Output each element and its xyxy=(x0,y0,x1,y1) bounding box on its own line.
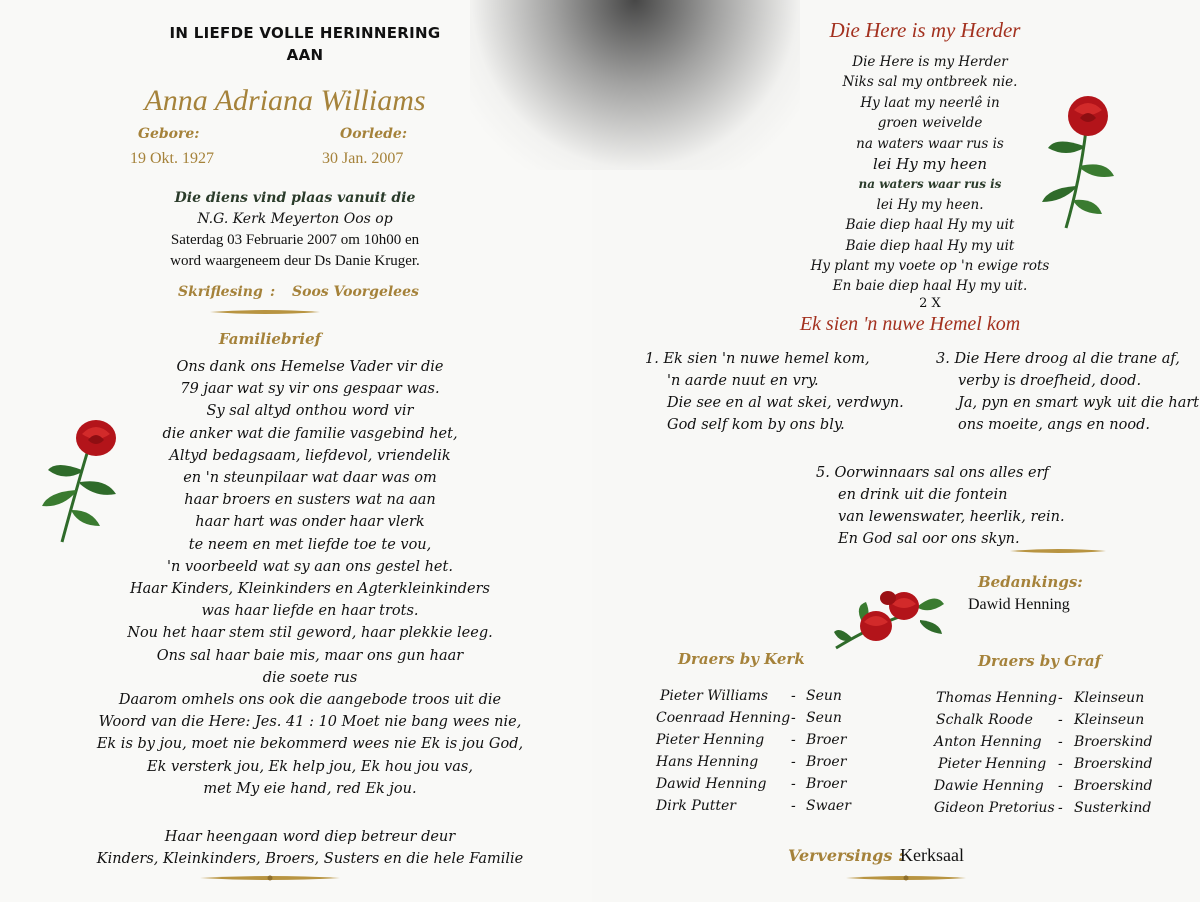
letter-line: haar broers en susters wat na aan xyxy=(184,492,436,509)
bearer-name: Pieter Henning xyxy=(656,732,765,748)
letter-line: Ek versterk jou, Ek help jou, Ek hou jou vas, xyxy=(147,758,473,775)
bearer-name: Dirk Putter xyxy=(656,798,736,814)
bearer-relation: Susterkind xyxy=(1074,800,1152,816)
scripture-label: Skriflesing xyxy=(178,284,263,300)
letter-line: Daarom omhels ons ook die aangebode troos uit die xyxy=(118,692,502,709)
letter-line: te neem en met liefde toe te vou, xyxy=(188,536,432,553)
bearer-relation: Broerskind xyxy=(1074,734,1153,750)
letter-line: Haar Kinders, Kleinkinders en Agterkleinkinders xyxy=(130,581,490,598)
bearer-relation: Broer xyxy=(806,732,847,748)
letter-line: 79 jaar wat sy vir ons gespaar was. xyxy=(180,381,440,398)
ornament-divider-icon xyxy=(846,874,966,884)
letter-title: Familiebrief xyxy=(218,330,322,348)
thanks-name: Dawid Henning xyxy=(968,596,1070,613)
refresh-value: Kerksaal xyxy=(900,845,964,865)
bearer-relation: Seun xyxy=(806,688,842,704)
verse-line: 3. Die Here droog al die trane af, xyxy=(936,351,1180,367)
bearer-dash: - xyxy=(1058,778,1063,794)
psalm-line: groen weivelde xyxy=(877,115,983,132)
verse-line: en drink uit die fontein xyxy=(838,487,1008,503)
bearer-name: Dawid Henning xyxy=(656,776,767,792)
verse-line: Ja, pyn en smart wyk uit die hart xyxy=(958,395,1200,411)
bearer-relation: Broer xyxy=(806,776,847,792)
letter-line: die anker wat die familie vasgebind het, xyxy=(162,425,458,442)
letter-line: Woord van die Here: Jes. 41 : 10 Moet nie bang wees nie, xyxy=(98,714,522,731)
bearer-dash: - xyxy=(791,776,796,792)
psalm-line: 2 X xyxy=(919,295,941,311)
service-info xyxy=(130,188,460,272)
verse-1 xyxy=(645,348,904,436)
verse-5 xyxy=(816,462,1065,550)
closing-line: Haar heengaan word diep betreur deur xyxy=(164,829,456,845)
bearer-name: Dawie Henning xyxy=(934,778,1044,794)
rose-icon xyxy=(1036,90,1116,234)
psalm-line: Baie diep haal Hy my uit xyxy=(845,237,1015,254)
verse-line: God self kom by ons bly. xyxy=(667,417,845,433)
scripture-sep: : xyxy=(270,284,276,300)
bearer-dash: - xyxy=(1058,690,1063,706)
letter-line: 'n voorbeeld wat sy aan ons gestel het. xyxy=(167,558,453,575)
bearer-dash: - xyxy=(791,798,796,814)
ornament-divider-icon xyxy=(210,308,320,318)
heading-aan: AAN xyxy=(286,46,324,64)
psalm-line: Niks sal my ontbreek nie. xyxy=(842,74,1018,91)
born-label: Gebore: xyxy=(138,126,200,142)
verse-line: ons moeite, angs en nood. xyxy=(958,417,1150,433)
bearer-name: Anton Henning xyxy=(934,734,1042,750)
psalm-title: Die Here is my Herder xyxy=(829,18,1021,42)
scripture-value: Soos Voorgelees xyxy=(292,284,419,300)
verse-3 xyxy=(936,348,1199,436)
letter-line: haar hart was onder haar vlerk xyxy=(195,514,425,531)
rose-icon xyxy=(832,586,946,658)
letter-line: was haar liefde en haar trots. xyxy=(201,603,419,620)
psalm-line: Hy laat my neerlê in xyxy=(860,94,1000,111)
verse-line: verby is droefheid, dood. xyxy=(958,373,1142,389)
service-line: Die diens vind plaas vanuit die xyxy=(174,190,416,206)
letter-line: Sy sal altyd onthou word vir xyxy=(206,403,414,420)
verse-line: Die see en al wat skei, verdwyn. xyxy=(667,395,904,411)
bearer-name: Pieter Williams xyxy=(660,688,769,704)
church-bearers-title: Draers by Kerk xyxy=(678,650,805,668)
bearer-name: Gideon Pretorius xyxy=(934,800,1055,816)
bearer-name: Coenraad Henning xyxy=(656,710,791,726)
died-label: Oorlede: xyxy=(340,126,407,142)
psalm-line: na waters waar rus is xyxy=(856,135,1004,152)
bearer-relation: Kleinseun xyxy=(1074,690,1145,706)
ornament-divider-icon xyxy=(1010,547,1106,557)
psalm-line: Baie diep haal Hy my uit xyxy=(845,217,1015,234)
page-fold-shadow xyxy=(470,0,800,170)
letter-line: Ek is by jou, moet nie bekommerd wees nie Ek is jou God, xyxy=(96,736,524,753)
bearer-name: Pieter Henning xyxy=(938,756,1047,772)
verse-line: van lewenswater, heerlik, rein. xyxy=(838,509,1065,525)
psalm-line: Hy plant my voete op 'n ewige rots xyxy=(810,258,1050,275)
psalm-text xyxy=(780,52,1080,311)
bearer-relation: Seun xyxy=(806,710,842,726)
bearer-relation: Broer xyxy=(806,754,847,770)
bearer-name: Hans Henning xyxy=(656,754,759,770)
letter-line: Altyd bedagsaam, liefdevol, vriendelik xyxy=(169,447,451,464)
bearer-relation: Swaer xyxy=(806,798,851,814)
bearer-dash: - xyxy=(791,710,796,726)
bearer-relation: Kleinseun xyxy=(1074,712,1145,728)
born-date: 19 Okt. 1927 xyxy=(130,150,214,167)
grave-bearers-title: Draers by Graf xyxy=(978,652,1102,670)
hymn-title: Ek sien 'n nuwe Hemel kom xyxy=(799,313,1021,335)
letter-line: met My eie hand, red Ek jou. xyxy=(203,780,417,797)
refresh-label: Verversings : xyxy=(788,846,904,865)
bearer-dash: - xyxy=(791,732,796,748)
bearer-dash: - xyxy=(1058,756,1063,772)
bearer-dash: - xyxy=(1058,712,1063,728)
deceased-name: Anna Adriana Williams xyxy=(144,84,426,117)
rose-icon xyxy=(36,410,126,549)
psalm-line: na waters waar rus is xyxy=(858,177,1002,192)
bearer-name: Thomas Henning xyxy=(936,690,1058,706)
died-date: 30 Jan. 2007 xyxy=(322,150,404,167)
bearer-dash: - xyxy=(791,688,796,704)
letter-line: Nou het haar stem stil geword, haar plekkie leeg. xyxy=(127,625,493,642)
verse-line: 5. Oorwinnaars sal ons alles erf xyxy=(816,465,1049,481)
verse-line: 'n aarde nuut en vry. xyxy=(667,373,819,389)
letter-line: die soete rus xyxy=(262,669,358,686)
letter-line: Ons sal haar baie mis, maar ons gun haar xyxy=(156,647,464,664)
psalm-line: lei Hy my heen. xyxy=(876,196,984,213)
letter-line: Ons dank ons Hemelse Vader vir die xyxy=(176,359,444,375)
bearer-dash: - xyxy=(1058,800,1063,816)
closing-line: Kinders, Kleinkinders, Broers, Susters en die hele Familie xyxy=(96,851,524,867)
closing xyxy=(40,826,580,870)
letter-line: en 'n steunpilaar wat daar was om xyxy=(183,470,437,487)
service-line: word waargeneem deur Ds Danie Kruger. xyxy=(170,253,420,269)
bearer-dash: - xyxy=(1058,734,1063,750)
heading: IN LIEFDE VOLLE HERINNERING xyxy=(169,24,441,42)
ornament-divider-icon xyxy=(200,874,340,884)
bearer-dash: - xyxy=(791,754,796,770)
psalm-line: En baie diep haal Hy my uit. xyxy=(832,278,1028,295)
service-line: N.G. Kerk Meyerton Oos op xyxy=(197,211,393,227)
service-line: Saterdag 03 Februarie 2007 om 10h00 en xyxy=(170,232,420,248)
verse-line: En God sal oor ons skyn. xyxy=(838,531,1020,547)
verse-line: 1. Ek sien 'n nuwe hemel kom, xyxy=(645,351,870,367)
bearer-relation: Broerskind xyxy=(1074,778,1153,794)
psalm-line: Die Here is my Herder xyxy=(852,54,1008,70)
thanks-label: Bedankings: xyxy=(978,573,1083,591)
psalm-line: lei Hy my heen xyxy=(872,155,988,174)
bearer-relation: Broerskind xyxy=(1074,756,1153,772)
bearer-name: Schalk Roode xyxy=(936,712,1033,728)
